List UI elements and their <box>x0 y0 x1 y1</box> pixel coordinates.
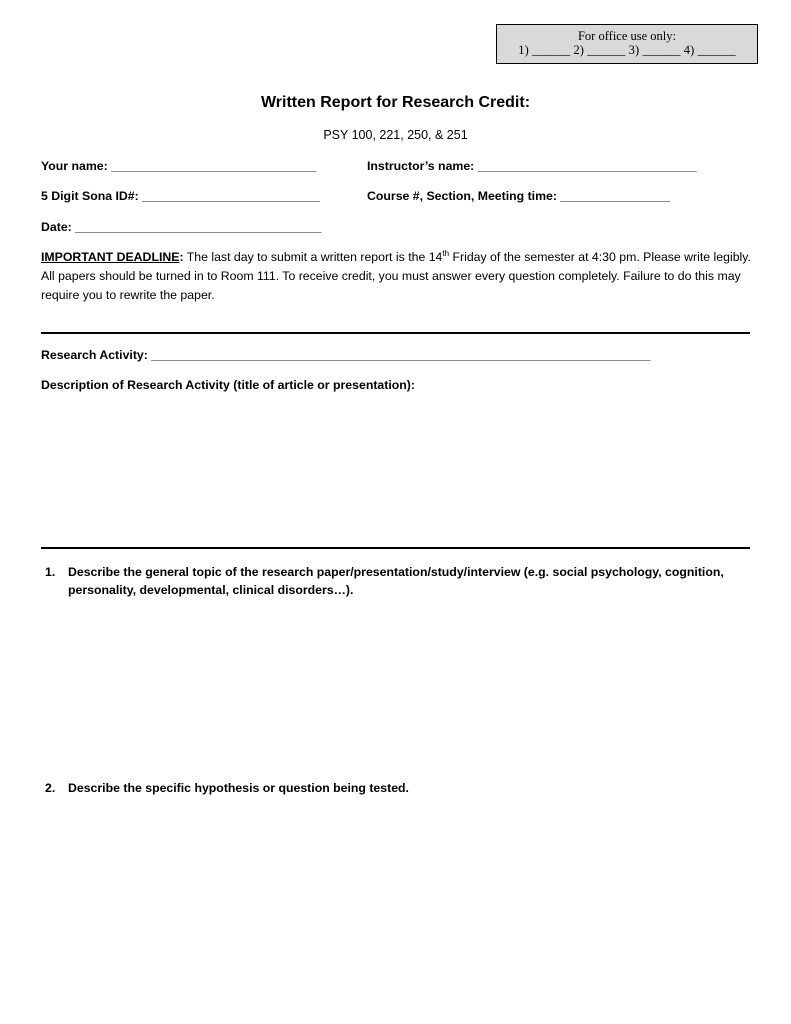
divider-top <box>41 332 750 334</box>
question-2-text: Describe the specific hypothesis or question being tested. <box>68 781 409 795</box>
deadline-notice <box>41 248 753 305</box>
description-label: Description of Research Activity (title of article or presentation): <box>41 378 415 392</box>
deadline-label: IMPORTANT DEADLINE <box>41 250 180 264</box>
course-section-field[interactable]: Course #, Section, Meeting time: ________________ <box>367 189 670 203</box>
office-use-slots: 1) ______ 2) ______ 3) ______ 4) ______ <box>518 43 736 57</box>
question-2 <box>41 779 753 797</box>
deadline-text-a: The last day to submit a written report is the 14 <box>183 250 443 264</box>
question-1-text: Describe the general topic of the research paper/presentation/study/interview (e.g. social psychology, cognition, personality, developmental, clinical disorders…). <box>68 565 724 597</box>
your-name-field[interactable]: Your name: ______________________________ <box>41 159 317 173</box>
divider-middle <box>41 547 750 549</box>
question-2-number: 2. <box>45 781 56 795</box>
instructor-name-field[interactable]: Instructor’s name: ________________________________ <box>367 159 697 173</box>
office-use-heading: For office use only: <box>577 29 677 43</box>
question-1 <box>41 563 753 599</box>
question-1-number: 1. <box>45 565 56 579</box>
deadline-text-b: Friday of the semester at 4:30 pm. Please write legibly. All papers should be turned in to Room 111. To receive credit, you must answer every question completely. Failure to do this may require you to rewrite the paper. <box>41 250 751 302</box>
sona-id-field[interactable]: 5 Digit Sona ID#: __________________________ <box>41 189 320 203</box>
deadline-sup: th <box>442 249 450 258</box>
date-field[interactable]: Date: ____________________________________ <box>41 220 322 234</box>
deadline-colon: : <box>179 250 184 264</box>
course-list: PSY 100, 221, 250, & 251 <box>323 128 468 142</box>
page-title: Written Report for Research Credit: <box>260 94 531 111</box>
office-use-box <box>496 24 758 64</box>
research-activity-field[interactable]: Research Activity: _________________________________________________________________________ <box>41 348 651 362</box>
